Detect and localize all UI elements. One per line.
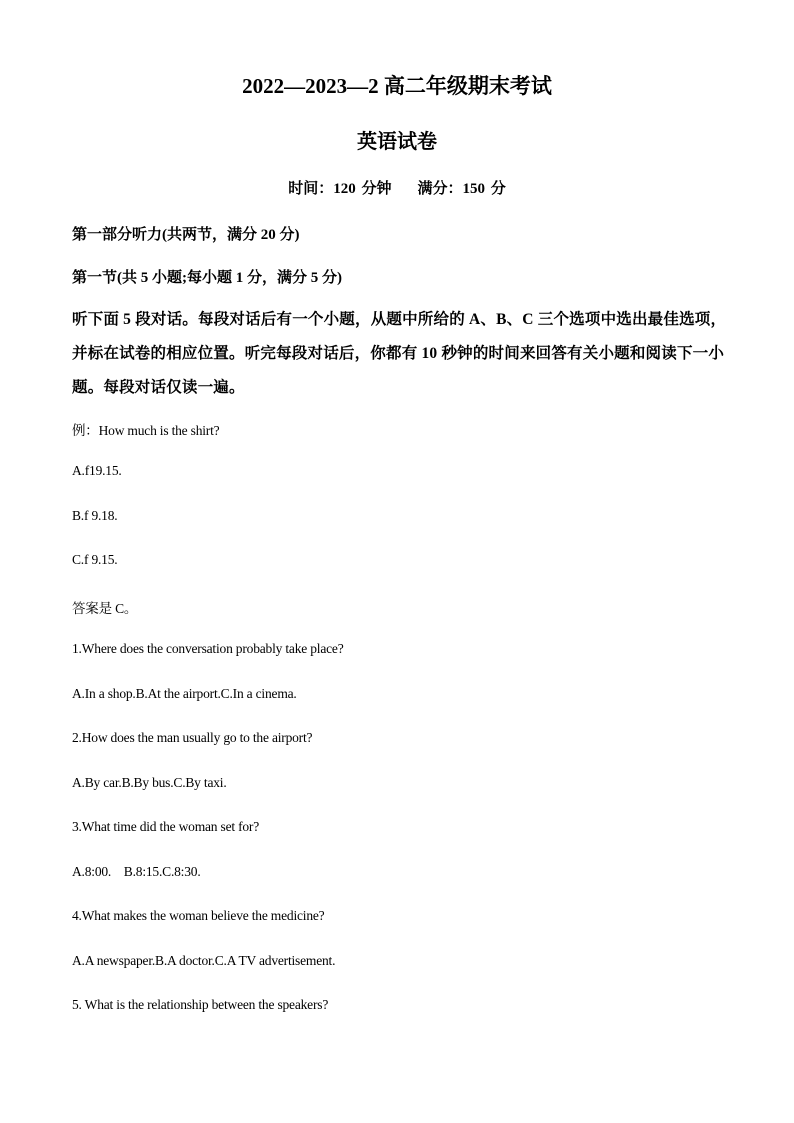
question-2-options: A.By car.B.By bus.C.By taxi.	[72, 775, 227, 790]
time-label: 时间：120 分钟	[288, 181, 392, 197]
example-answer: 答案是 C。	[72, 601, 138, 616]
question-1-options: A.In a shop.B.At the airport.C.In a cinema.	[72, 686, 297, 701]
question-4-options: A.A newspaper.B.A doctor.C.A TV advertisement.	[72, 953, 336, 968]
question-5: 5. What is the relationship between the speakers?	[72, 997, 329, 1012]
question-1: 1.Where does the conversation probably take place?	[72, 641, 344, 656]
exam-title: 2022—2023—2 高二年级期末考试	[242, 74, 552, 98]
example-option-a: A.f19.15.	[72, 463, 122, 478]
part1-heading: 第一部分听力(共两节，满分 20 分)	[72, 227, 300, 243]
example-question: 例：How much is the shirt?	[72, 423, 220, 438]
score-label: 满分：150 分	[417, 181, 506, 197]
question-2: 2.How does the man usually go to the airport?	[72, 730, 313, 745]
exam-subject: 英语试卷	[357, 131, 437, 153]
exam-meta	[0, 177, 794, 198]
question-3: 3.What time did the woman set for?	[72, 819, 260, 834]
listening-instructions: 听下面 5 段对话。每段对话后有一个小题，从题中所给的 A、B、C 三个选项中选出最佳选项，并标在试卷的相应位置。听完每段对话后，你都有 10 秒钟的时间来回答有关小题和阅读下一小题。每段对话仅读一遍。	[72, 311, 727, 396]
section1-heading: 第一节(共 5 小题;每小题 1 分，满分 5 分)	[72, 270, 342, 286]
question-3-options: A.8:00. B.8:15.C.8:30.	[72, 864, 201, 879]
example-option-c: C.f 9.15.	[72, 552, 118, 567]
example-option-b: B.f 9.18.	[72, 508, 118, 523]
question-4: 4.What makes the woman believe the medicine?	[72, 908, 325, 923]
